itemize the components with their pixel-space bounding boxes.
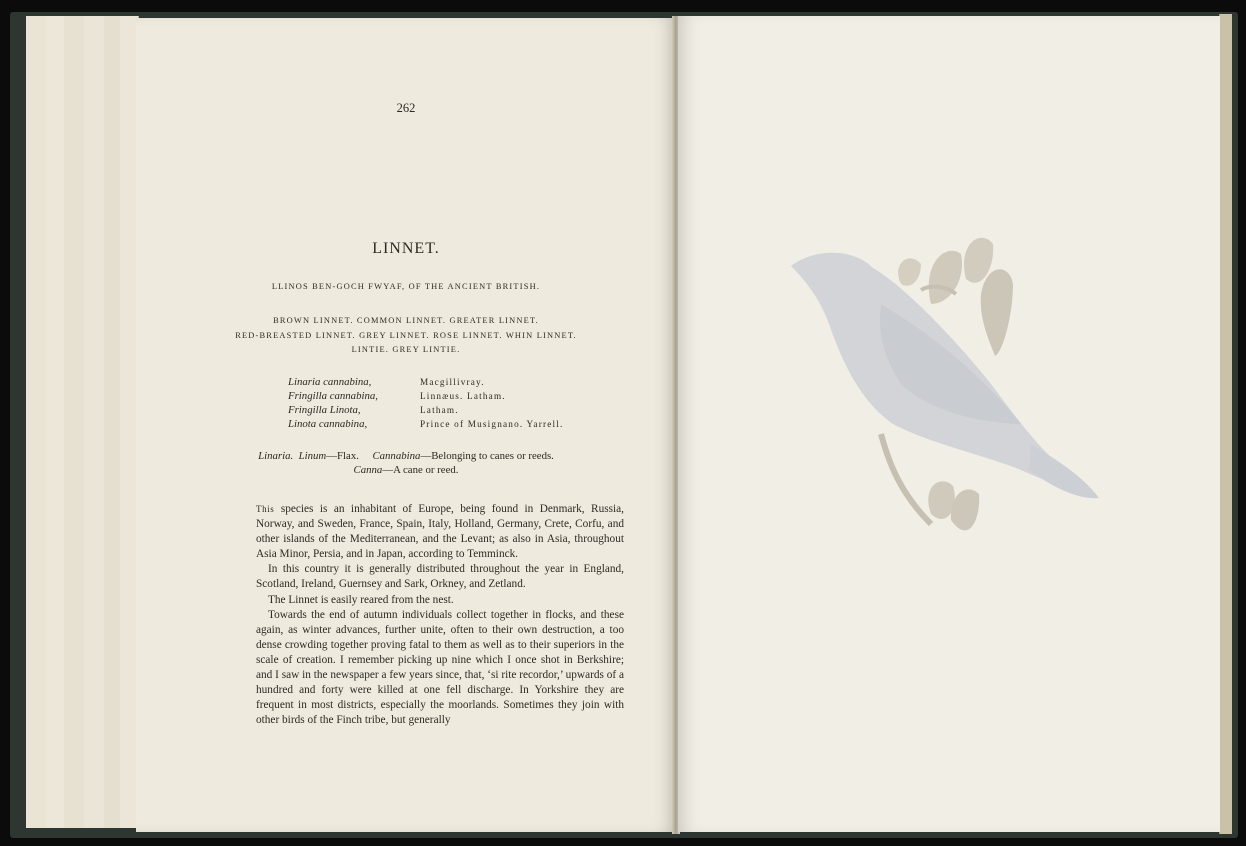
leaf-icon <box>981 269 1013 356</box>
synonym-name: Fringilla cannabina, <box>288 390 378 402</box>
alternate-names-line: LINTIE. GREY LINTIE. <box>351 345 461 354</box>
paragraph <box>256 502 624 562</box>
synonym-name: Fringilla Linota, <box>288 404 361 416</box>
left-page <box>136 18 676 832</box>
bird-tail-icon <box>1029 444 1099 498</box>
etymology-term: Linum <box>298 450 327 462</box>
etymology <box>136 449 676 477</box>
alternate-names-line: BROWN LINNET. COMMON LINNET. GREATER LINNET. <box>273 316 539 325</box>
synonym-author: Prince of Musignano. Yarrell. <box>420 419 564 429</box>
synonym-names <box>288 375 428 431</box>
etymology-line-1 <box>136 449 676 463</box>
page-number: 262 <box>396 101 416 115</box>
etymology-line-2 <box>136 463 676 477</box>
synonym-authors <box>420 375 620 431</box>
leaf-icon <box>951 489 979 530</box>
paragraph: Towards the end of autumn individuals collect together in flocks, and these again, as winter advances, further unite, often to their own destruction, a too dense crowding together proving fatal to them as well as to their superiors in the scale of creation. I remember picking up nine which I once shot in Berkshire; and I saw in the newspaper a few years since, that, ‘si rite recordor,’ upwards of a hundred and forty were killed at one fell discharge. In Yorkshire they are frequent in most districts, especially the moorlands. Sometimes they join with other birds of the Finch tribe, but generally <box>256 608 624 727</box>
synonym-author: Linnæus. Latham. <box>420 391 506 401</box>
etymology-meaning: —Belonging to canes or reeds. <box>420 450 554 462</box>
alternate-names <box>136 314 676 358</box>
right-page-edge <box>1219 14 1232 834</box>
alternate-names-line: RED-BREASTED LINNET. GREY LINNET. ROSE LINNET. WHIN LINNET. <box>235 330 577 340</box>
etymology-term: Linaria. <box>258 450 294 462</box>
body-text <box>256 502 624 728</box>
etymology-meaning: —A cane or reed. <box>382 464 459 476</box>
etymology-term: Cannabina <box>372 450 421 462</box>
leaf-icon <box>898 258 921 285</box>
paragraph: The Linnet is easily reared from the nest. <box>268 593 454 606</box>
leaf-icon <box>928 481 954 519</box>
linnet-bird-illustration <box>781 224 1101 554</box>
synonym-author: Latham. <box>420 405 459 415</box>
paragraph-text: species is an inhabitant of Europe, being found in Denmark, Russia, Norway, and Sweden, France, Spain, Italy, Holland, Germany, Crete, Corfu, and other islands of the Mediterranean, and the Levant; as also in Asia, throughout Asia Minor, Persia, and in Japan, according to Temminck. <box>256 503 624 561</box>
paragraph-lead: This <box>256 504 275 514</box>
page-title: LINNET. <box>372 240 440 257</box>
etymology-meaning: —Flax. <box>326 450 359 462</box>
synonym-author: Macgillivray. <box>420 377 485 387</box>
welsh-name: LLINOS BEN-GOCH FWYAF, OF THE ANCIENT BRITISH. <box>271 282 541 291</box>
synonym-name: Linota cannabina, <box>288 418 368 430</box>
etymology-term: Canna <box>353 464 383 476</box>
leaf-icon <box>929 251 962 304</box>
synonym-name: Linaria cannabina, <box>288 376 372 388</box>
paragraph: In this country it is generally distributed throughout the year in England, Scotland, Ireland, Guernsey and Sark, Orkney, and Zetland. <box>256 563 624 591</box>
